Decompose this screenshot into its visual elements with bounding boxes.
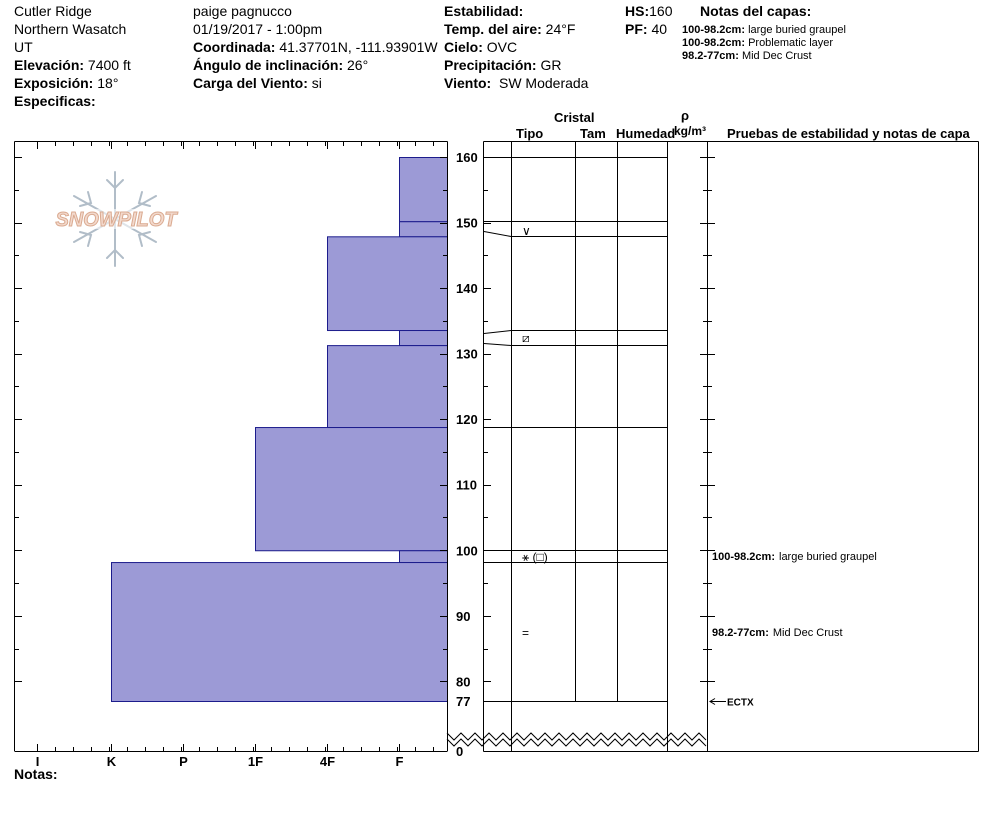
precip-value: GR [540, 57, 562, 73]
y-tick-label: 150 [456, 215, 478, 231]
crystal-symbols [522, 224, 548, 640]
pf-label: PF: [625, 21, 648, 37]
chart-layer-note-range: 100-98.2cm: [712, 551, 775, 564]
y-tick-label: 100 [456, 543, 478, 559]
tests-header: Pruebas de estabilidad y notas de capa [727, 126, 970, 141]
chart-layer-note-text: Mid Dec Crust [772, 627, 843, 640]
location-name: Cutler Ridge [14, 3, 92, 19]
elevation-value: 7400 ft [87, 57, 131, 73]
size-header: Tam [580, 126, 606, 141]
y-tick-label: 110 [456, 477, 477, 493]
sky-label: Cielo: [444, 39, 483, 55]
density-unit: kg/m³ [674, 124, 707, 138]
moisture-header: Humedad [616, 126, 676, 141]
layer-note-text: Problematic layer [748, 37, 834, 49]
hardness-layers [112, 158, 448, 702]
chart-layer-note [712, 551, 877, 563]
crystal-symbol: ⧄ [522, 331, 530, 346]
test-label: ECTX [727, 697, 754, 709]
layer-note-range: 100-98.2cm: [682, 24, 745, 36]
observer-name: paige pagnucco [193, 3, 292, 19]
hardness-layer-bar [328, 346, 448, 428]
observation-datetime: 01/19/2017 - 1:00pm [193, 21, 323, 37]
crystal-grid [484, 142, 979, 752]
y-tick-label: 120 [456, 412, 478, 428]
mountain-range: Northern Wasatch [14, 21, 127, 37]
layer-note-text: Mid Dec Crust [741, 50, 812, 62]
hardness-label: K [106, 754, 117, 769]
aspect-value: 18° [97, 75, 119, 91]
y-tick-label: 77 [456, 694, 471, 709]
air-temp-label: Temp. del aire: [444, 21, 542, 37]
hardness-label: 4F [319, 754, 336, 769]
y-tick-label: 0 [456, 744, 464, 759]
hardness-label: F [395, 754, 404, 769]
chart-layer-note-range: 98.2-77cm: [712, 627, 769, 640]
aspect-label: Exposición: [14, 75, 94, 91]
specifics-label: Especificas: [14, 93, 96, 109]
y-tick-label: 160 [456, 150, 478, 165]
chart-layer-notes [712, 551, 877, 639]
logo-text: SNOWPILOT [55, 209, 177, 231]
chart-layer-note-text: large buried graupel [779, 551, 877, 564]
rho-symbol: ρ [681, 108, 690, 123]
hardness-layer-bar [328, 237, 448, 331]
coordinates-label: Coordinada: [193, 39, 276, 55]
hs-label: HS: [625, 3, 650, 19]
air-temp-value: 24°F [545, 21, 576, 37]
hardness-layer-bar [112, 563, 448, 702]
y-tick-label: 90 [456, 608, 471, 624]
coordinates-value: 41.37701N, -111.93901W [279, 39, 438, 55]
layer-note-text: large buried graupel [748, 24, 846, 36]
hardness-layer-bar [400, 158, 448, 222]
hardness-layer-bar [400, 331, 448, 346]
hardness-layer-bar [256, 428, 448, 551]
stability-tests [710, 698, 754, 709]
y-tick-label: 80 [456, 674, 471, 690]
layer-note-range: 98.2-77cm: [682, 50, 739, 62]
hardness-label: P [179, 754, 188, 769]
state: UT [14, 39, 33, 55]
hardness-label: 1F [247, 754, 264, 769]
incline-label: Ángulo de inclinación: [193, 57, 344, 73]
notes-label: Notas: [14, 766, 58, 782]
pf-value: 40 [651, 21, 668, 37]
hardness-label: I [35, 754, 40, 769]
wind-label: Viento: [444, 75, 492, 91]
precip-label: Precipitación: [444, 57, 537, 73]
sky-value: OVC [486, 39, 518, 55]
layer-note-range: 100-98.2cm: [682, 37, 745, 49]
incline-value: 26° [347, 57, 369, 73]
crystal-symbol: ⚹ (□) [522, 550, 548, 565]
layer-notes-title: Notas del capas: [700, 3, 812, 19]
chart-layer-note [712, 627, 843, 639]
hardness-layer-bar [400, 551, 448, 563]
elevation-label: Elevación: [14, 57, 85, 73]
type-header: Tipo [516, 126, 544, 141]
y-tick-label: 140 [456, 281, 478, 297]
y-axis-labels [456, 150, 478, 759]
hs-value: 160 [649, 3, 673, 19]
crystal-header: Cristal [554, 110, 595, 125]
snowpilot-logo [40, 172, 193, 266]
crystal-symbol: ∨ [522, 223, 531, 238]
wind-load-label: Carga del Viento: [193, 75, 308, 91]
wind-load-value: si [311, 75, 322, 91]
stability-label: Estabilidad: [444, 3, 524, 19]
y-tick-label: 130 [456, 346, 478, 362]
wind-value: SW Moderada [498, 75, 589, 91]
crystal-symbol: = [522, 626, 530, 641]
